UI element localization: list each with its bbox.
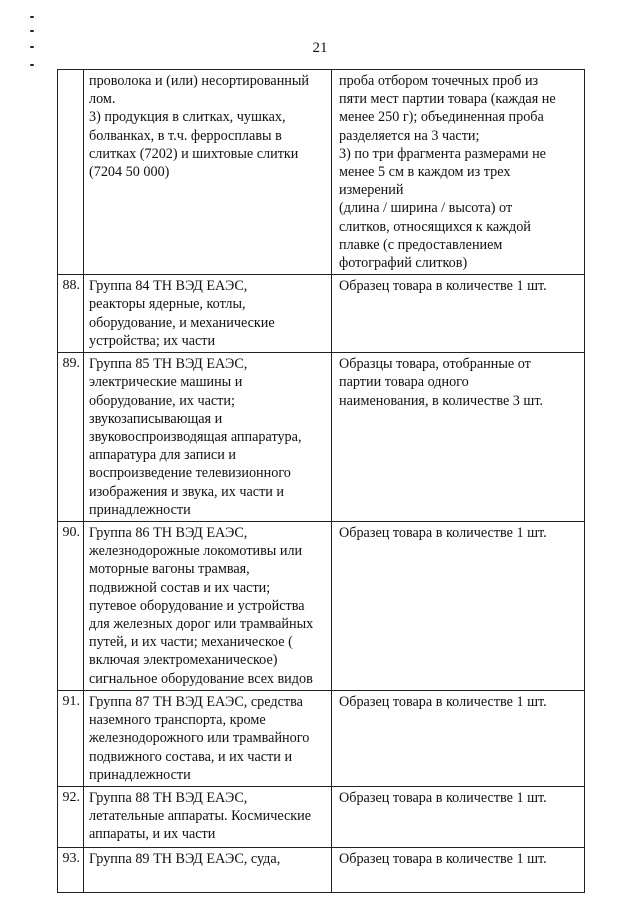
description-line: (7204 50 000) <box>89 164 170 181</box>
description-line: летательные аппараты. Космические <box>89 808 312 825</box>
row-number: 90. <box>58 522 84 691</box>
sample-line: Образцы товара, отобранные от <box>339 356 531 373</box>
description-line: Группа 84 ТН ВЭД ЕАЭС, <box>89 278 248 295</box>
description-line: принадлежности <box>89 766 191 783</box>
margin-mark <box>30 30 34 32</box>
description-line: воспроизведение телевизионного <box>89 465 291 482</box>
description-line: железнодорожные локомотивы или <box>89 543 303 560</box>
description-line: болванках, в т.ч. ферросплавы в <box>89 127 282 144</box>
description-line: проволока и (или) несортированный <box>89 73 310 89</box>
description-line: подвижной состав и их части; <box>89 579 271 596</box>
description-line: аппаратура для записи и <box>89 447 236 464</box>
product-description-cell <box>84 522 332 691</box>
sample-line: Образец товара в количестве 1 шт. <box>339 850 547 867</box>
sample-line: (длина / ширина / высота) от <box>339 200 513 217</box>
row-number: 89. <box>58 353 84 522</box>
sample-line: разделяется на 3 части; <box>339 127 480 144</box>
margin-mark <box>30 64 34 66</box>
description-line: Группа 88 ТН ВЭД ЕАЭС, <box>89 789 248 806</box>
sample-requirement-cell <box>332 847 585 892</box>
row-number: 93. <box>58 847 84 892</box>
description-line: звуковоспроизводящая аппаратура, <box>89 429 302 446</box>
sample-line: Образец товара в количестве 1 шт. <box>339 278 547 295</box>
sample-requirement-cell <box>332 353 585 522</box>
sample-requirement-cell <box>332 275 585 353</box>
page-number: 21 <box>312 40 328 56</box>
product-description-cell <box>84 786 332 847</box>
table-row <box>58 690 585 786</box>
description-line: железнодорожного или трамвайного <box>89 730 310 747</box>
description-line: путевое оборудование и устройства <box>89 597 305 614</box>
table-row <box>58 522 585 691</box>
description-line: моторные вагоны трамвая, <box>89 561 250 578</box>
description-line: реакторы ядерные, котлы, <box>89 296 246 313</box>
sample-line: фотографий слитков) <box>339 255 468 272</box>
sample-line: измерений <box>339 182 404 199</box>
sample-requirement-cell <box>332 786 585 847</box>
table-row <box>58 275 585 353</box>
description-line: принадлежности <box>89 501 191 518</box>
document-table <box>57 69 585 893</box>
sample-line: плавке (с предоставлением <box>339 236 503 253</box>
description-line: для железных дорог или трамвайных <box>89 616 314 633</box>
sample-line: партии товара одного <box>339 374 469 391</box>
margin-mark <box>30 16 34 18</box>
description-line: наземного транспорта, кроме <box>89 712 266 729</box>
table-row <box>58 847 585 892</box>
table-row <box>58 353 585 522</box>
product-description-cell <box>84 690 332 786</box>
description-line: устройства; их части <box>89 332 216 349</box>
description-line: 3) продукция в слитках, чушках, <box>89 109 286 126</box>
product-description-cell <box>84 275 332 353</box>
description-line: электрические машины и <box>89 374 243 391</box>
description-line: оборудование, их части; <box>89 392 235 409</box>
description-line: аппараты, и их части <box>89 826 216 843</box>
product-description-cell <box>84 847 332 892</box>
description-line: лом. <box>89 91 116 108</box>
description-line: подвижного состава, и их части и <box>89 748 293 765</box>
row-number <box>58 70 84 275</box>
sample-line: слитков, относящихся к каждой <box>339 218 531 235</box>
row-number: 88. <box>58 275 84 353</box>
product-description-cell <box>84 353 332 522</box>
sample-line: менее 250 г); объединенная проба <box>339 109 544 126</box>
sample-line: Образец товара в количестве 1 шт. <box>339 789 547 806</box>
sample-requirement-cell <box>332 690 585 786</box>
product-description-cell <box>84 70 332 275</box>
description-line: слитках (7202) и шихтовые слитки <box>89 145 299 162</box>
sample-line: Образец товара в количестве 1 шт. <box>339 693 547 710</box>
sample-line: наименования, в количестве 3 шт. <box>339 392 544 409</box>
description-line: включая электромеханическое) <box>89 652 278 669</box>
description-line: изображения и звука, их части и <box>89 483 285 500</box>
sample-line: проба отбором точечных проб из <box>339 73 539 89</box>
sample-line: 3) по три фрагмента размерами не <box>339 145 546 162</box>
sample-line: менее 5 см в каждом из трех <box>339 164 511 181</box>
sample-line: Образец товара в количестве 1 шт. <box>339 525 547 542</box>
description-line: оборудование, и механические <box>89 314 275 331</box>
description-line: звукозаписывающая и <box>89 410 223 427</box>
row-number: 91. <box>58 690 84 786</box>
description-line: Группа 86 ТН ВЭД ЕАЭС, <box>89 525 248 542</box>
description-line: Группа 87 ТН ВЭД ЕАЭС, средства <box>89 693 303 710</box>
description-line: сигнальное оборудование всех видов <box>89 670 313 687</box>
description-line: Группа 89 ТН ВЭД ЕАЭС, суда, <box>89 850 281 867</box>
table-row <box>58 786 585 847</box>
row-number: 92. <box>58 786 84 847</box>
sample-requirement-cell <box>332 522 585 691</box>
description-line: Группа 85 ТН ВЭД ЕАЭС, <box>89 356 248 373</box>
description-line: путей, и их части; механическое ( <box>89 634 293 651</box>
table-row <box>58 70 585 275</box>
sample-line: пяти мест партии товара (каждая не <box>339 91 556 108</box>
sample-requirement-cell <box>332 70 585 275</box>
